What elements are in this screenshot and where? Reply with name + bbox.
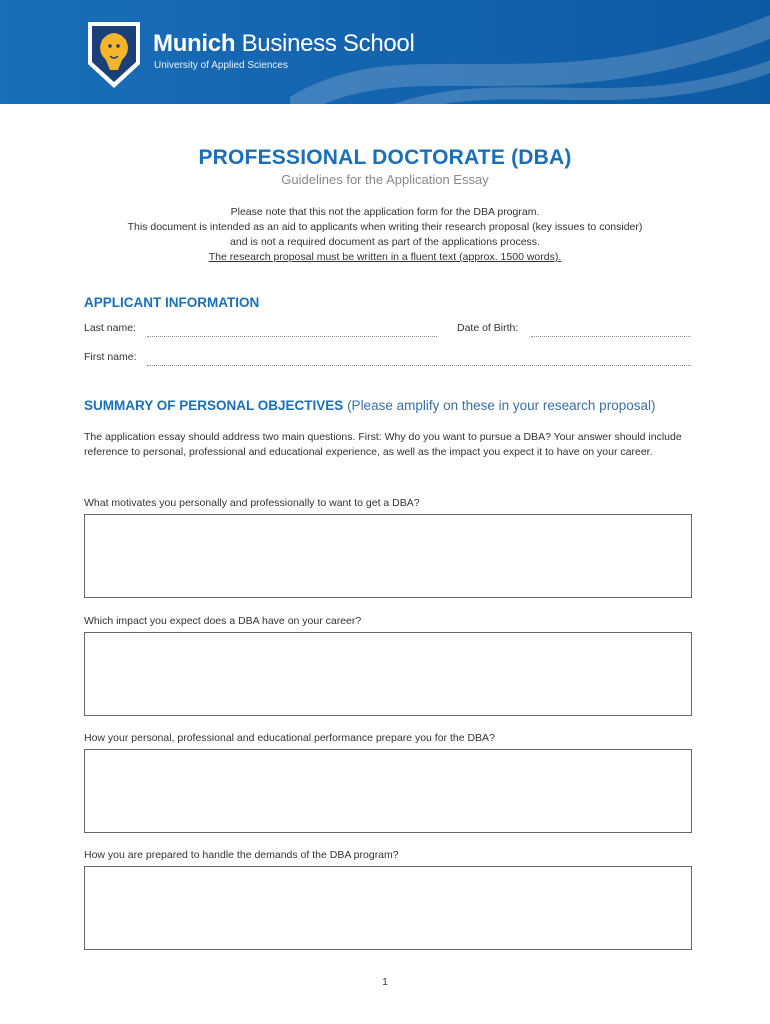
- intro-note: [0, 205, 770, 265]
- answer-box-demands[interactable]: [84, 866, 692, 950]
- school-subtitle: University of Applied Sciences: [154, 60, 288, 71]
- answer-box-preparation[interactable]: [84, 749, 692, 833]
- summary-heading-title: SUMMARY OF PERSONAL OBJECTIVES: [84, 398, 344, 413]
- answer-box-motivation[interactable]: [84, 514, 692, 598]
- answer-box-career-impact[interactable]: [84, 632, 692, 716]
- school-name-rest: Business School: [241, 30, 415, 57]
- summary-intro: The application essay should address two main questions. First: Why do you want to pursue a DBA? Your answer should include reference to personal, professional and educational experience, as well as the impact you expect it to have on your career.: [84, 431, 682, 458]
- first-name-field[interactable]: [147, 365, 691, 366]
- page-number: 1: [382, 977, 388, 988]
- note-line: This document is intended as an aid to applicants when writing their research proposal (key issues to consider): [127, 221, 643, 233]
- lion-crest-icon: [84, 20, 144, 90]
- last-name-label: Last name:: [84, 322, 136, 334]
- school-name-bold: Munich: [153, 30, 236, 57]
- question-label: How you are prepared to handle the demands of the DBA program?: [84, 849, 399, 861]
- question-label: How your personal, professional and educational performance prepare you for the DBA?: [84, 732, 495, 744]
- first-name-label: First name:: [84, 351, 137, 363]
- question-label: What motivates you personally and professionally to want to get a DBA?: [84, 497, 420, 509]
- note-line: and is not a required document as part of the applications process.: [230, 236, 540, 248]
- document-subtitle: Guidelines for the Application Essay: [281, 172, 489, 187]
- summary-heading-aside: (Please amplify on these in your research proposal): [347, 398, 656, 413]
- note-underlined: The research proposal must be written in a fluent text (approx. 1500 words).: [208, 251, 562, 263]
- question-label: Which impact you expect does a DBA have on your career?: [84, 615, 362, 627]
- date-of-birth-label: Date of Birth:: [457, 322, 519, 334]
- school-name: [153, 30, 415, 58]
- applicant-info-heading: APPLICANT INFORMATION: [84, 295, 260, 310]
- note-line: Please note that this not the application form for the DBA program.: [230, 206, 540, 218]
- date-of-birth-field[interactable]: [531, 336, 691, 337]
- last-name-field[interactable]: [147, 336, 437, 337]
- document-title: PROFESSIONAL DOCTORATE (DBA): [198, 146, 572, 169]
- header-banner: [0, 0, 770, 104]
- summary-heading: [84, 398, 655, 413]
